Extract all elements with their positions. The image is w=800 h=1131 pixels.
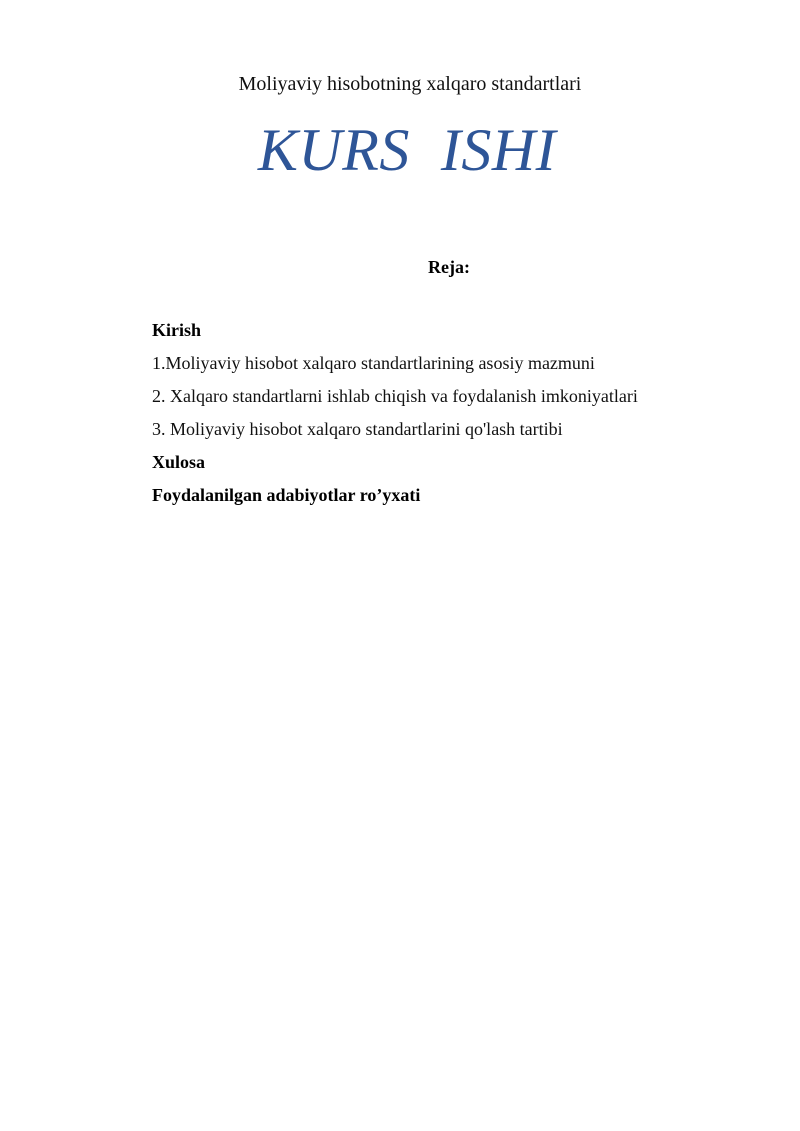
toc-item-conclusion: Xulosa (152, 452, 206, 472)
toc-item-chapter-3: 3. Moliyaviy hisobot xalqaro standartlarini qo'lash tartibi (152, 419, 563, 439)
toc-item-introduction: Kirish (152, 320, 202, 340)
toc-item-references: Foydalanilgan adabiyotlar ro’yxati (152, 485, 421, 505)
toc-item-chapter-1: 1.Moliyaviy hisobot xalqaro standartlarining asosiy mazmuni (152, 353, 595, 373)
toc-item-chapter-2: 2. Xalqaro standartlarni ishlab chiqish va foydalanish imkoniyatlari (152, 386, 638, 406)
document-title: KURS ISHI (257, 117, 557, 183)
document-subject: Moliyaviy hisobotning xalqaro standartlari (238, 73, 582, 95)
plan-heading: Reja: (428, 257, 470, 277)
table-of-contents (152, 318, 638, 516)
